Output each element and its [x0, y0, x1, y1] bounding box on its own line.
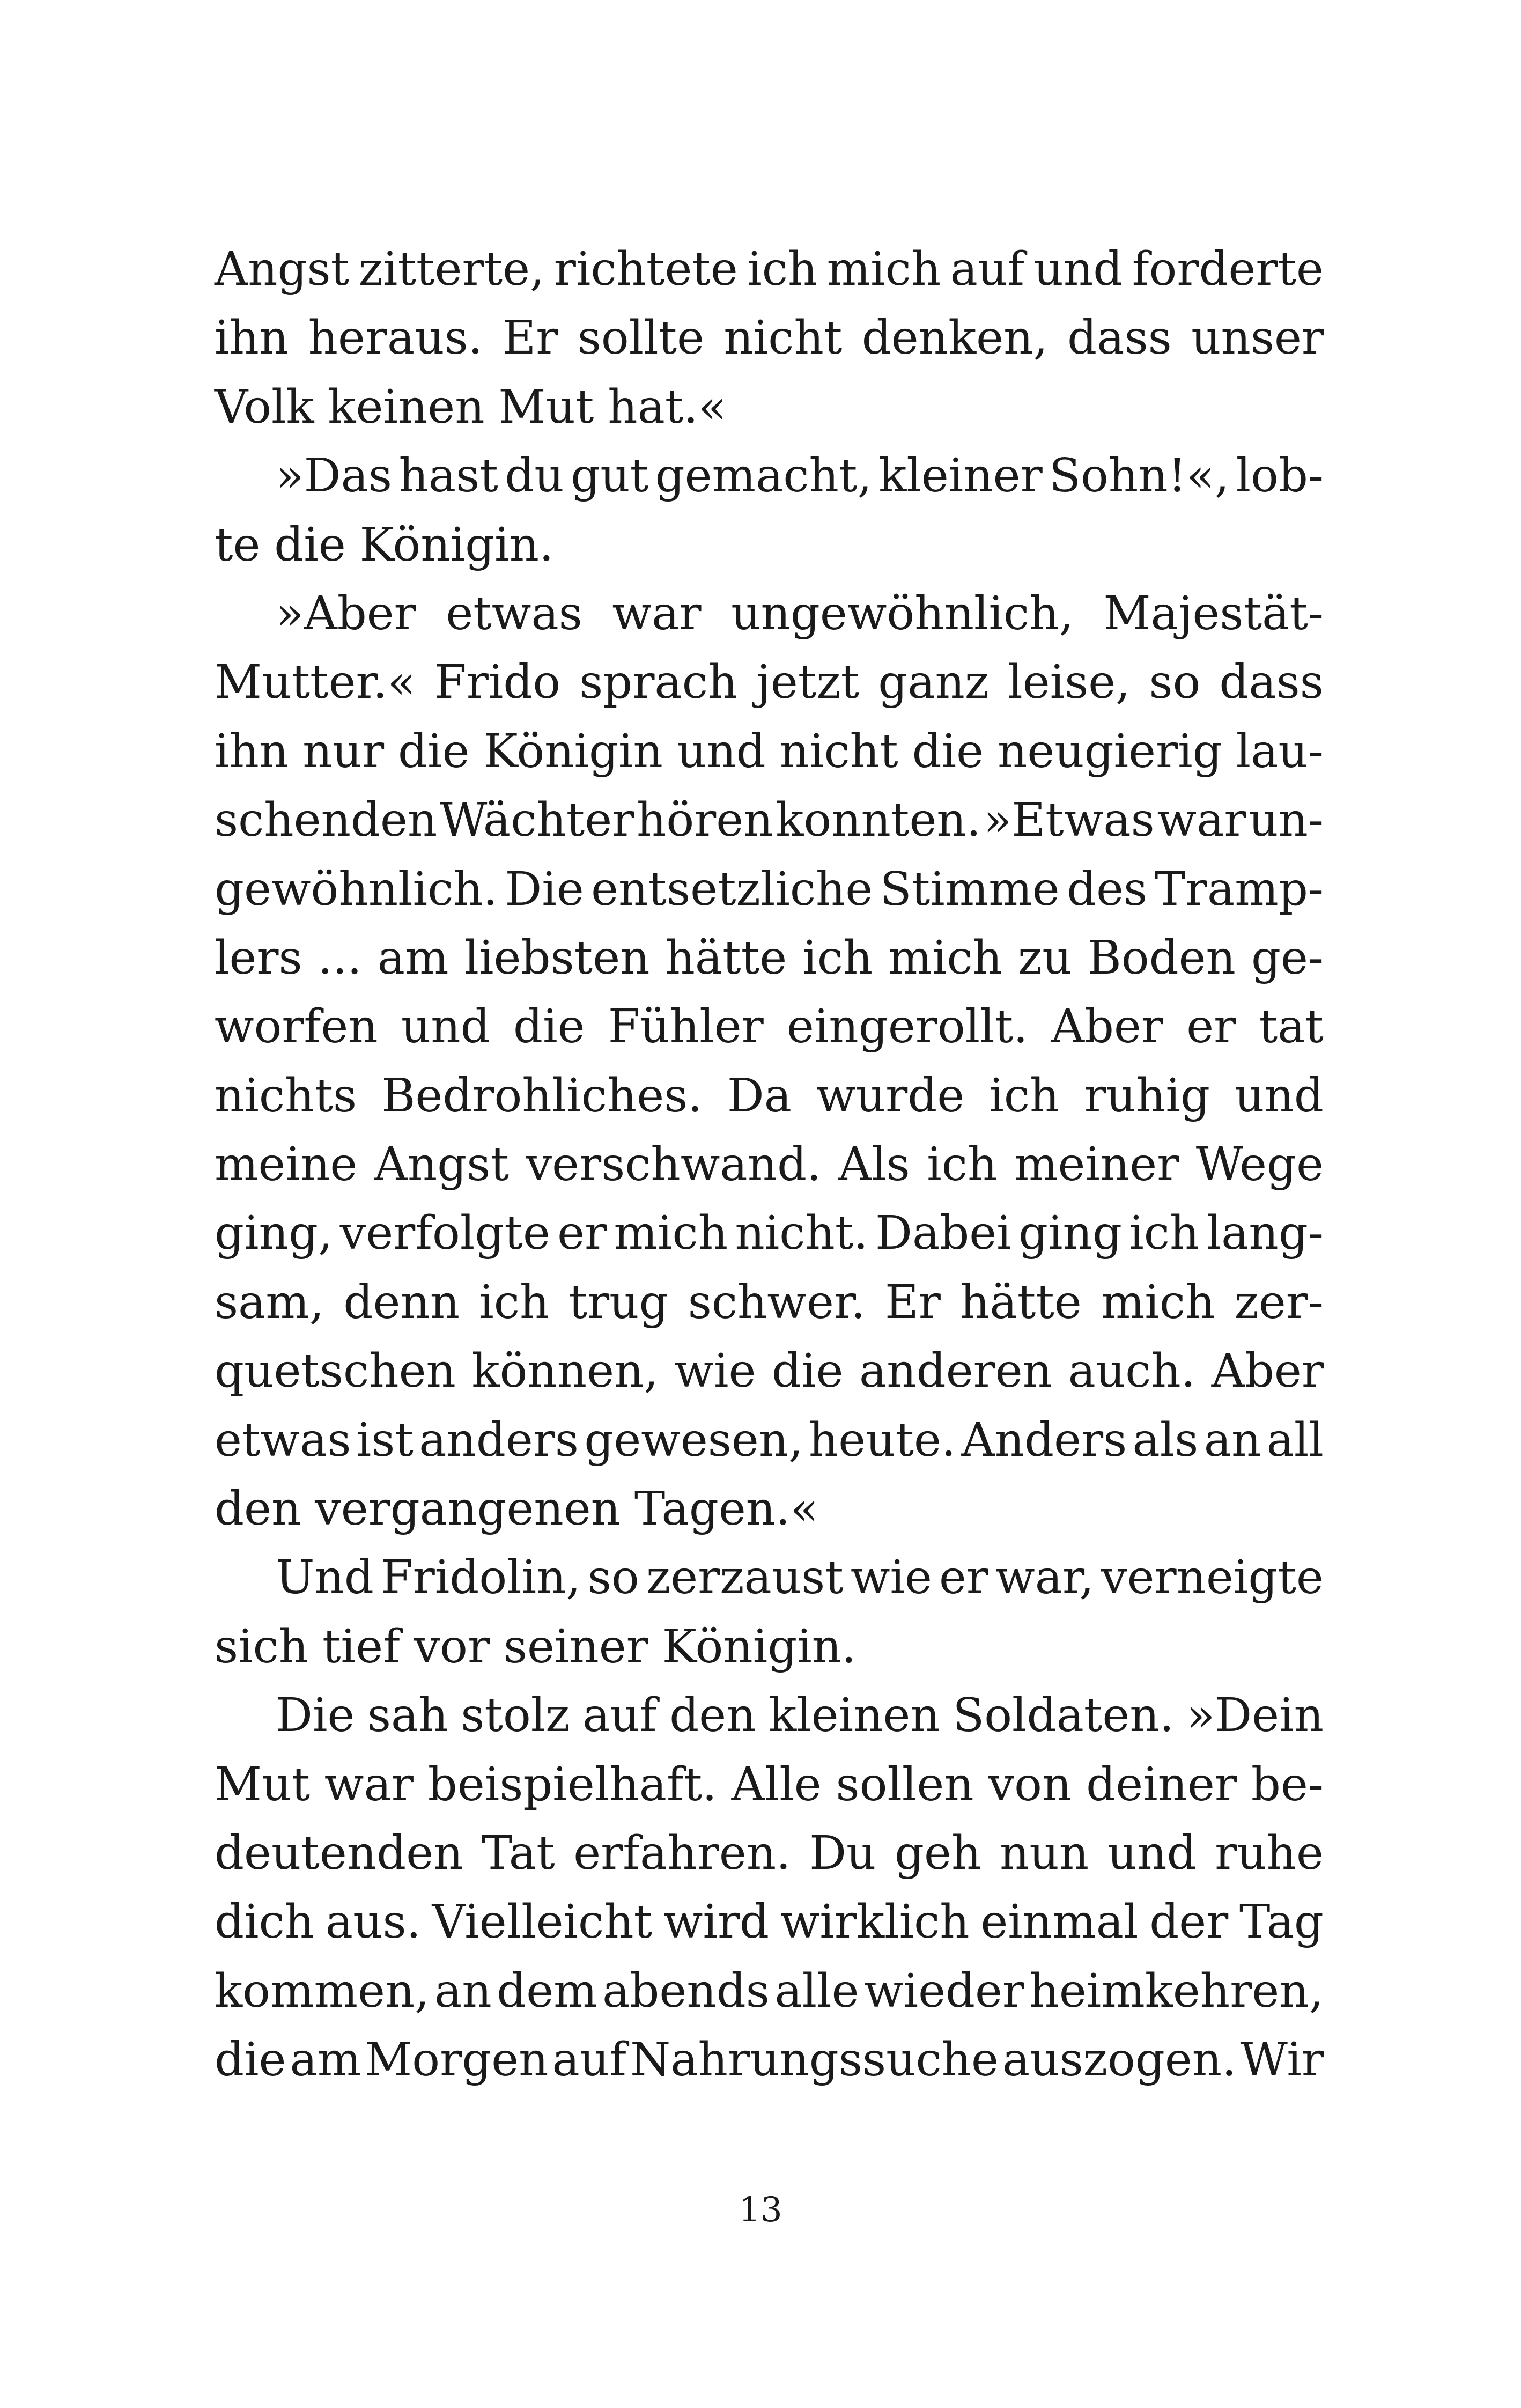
text-line: ihn nur die Königin und nicht die neugierig lau- — [215, 724, 1324, 778]
text-line: den vergangenen Tagen.« — [215, 1482, 819, 1536]
text-line: schenden Wächter hören konnten. »Etwas war un- — [215, 793, 1324, 848]
text-line: Angst zitterte, richtete ich mich auf und forderte — [215, 242, 1324, 296]
text-line: sam, denn ich trug schwer. Er hätte mich zer- — [215, 1275, 1324, 1329]
text-line: ihn heraus. Er sollte nicht denken, dass unser — [215, 311, 1324, 365]
text-line: Und Fridolin, so zerzaust wie er war, verneigte — [276, 1551, 1324, 1605]
text-line: deutenden Tat erfahren. Du geh nun und ruhe — [215, 1826, 1324, 1880]
text-line: quetschen können, wie die anderen auch. Aber — [215, 1344, 1324, 1398]
text-line: worfen und die Fühler eingerollt. Aber er tat — [215, 1000, 1324, 1054]
text-line: te die Königin. — [215, 518, 554, 572]
text-line: dich aus. Vielleicht wird wirklich einmal der Tag — [215, 1895, 1324, 1949]
text-line: lers ... am liebsten hätte ich mich zu Boden ge- — [215, 931, 1324, 985]
text-line: Volk keinen Mut hat.« — [215, 380, 727, 434]
text-line: Die sah stolz auf den kleinen Soldaten. »Dein — [276, 1689, 1324, 1743]
text-line: gewöhnlich. Die entsetzliche Stimme des Tramp- — [215, 862, 1324, 916]
text-line: »Aber etwas war ungewöhnlich, Majestät- — [276, 586, 1324, 640]
text-line: die am Morgen auf Nahrungssuche auszogen. Wir — [215, 2033, 1324, 2087]
page-number: 13 — [739, 2190, 782, 2230]
body-text — [215, 235, 1324, 2095]
text-line: sich tief vor seiner Königin. — [215, 1619, 857, 1674]
text-line: Mutter.« Frido sprach jetzt ganz leise, so dass — [215, 656, 1324, 710]
text-line: »Das hast du gut gemacht, kleiner Sohn!«, lob- — [276, 449, 1324, 503]
text-line: meine Angst verschwand. Als ich meiner Wege — [215, 1138, 1324, 1192]
text-line: Mut war beispielhaft. Alle sollen von deiner be- — [215, 1757, 1324, 1811]
text-line: etwas ist anders gewesen, heute. Anders als an all — [215, 1413, 1324, 1467]
text-line: kommen, an dem abends alle wieder heimkehren, — [215, 1964, 1324, 2018]
text-line: nichts Bedrohliches. Da wurde ich ruhig und — [215, 1069, 1324, 1123]
text-line: ging, verfolgte er mich nicht. Dabei ging ich lang- — [215, 1206, 1324, 1261]
